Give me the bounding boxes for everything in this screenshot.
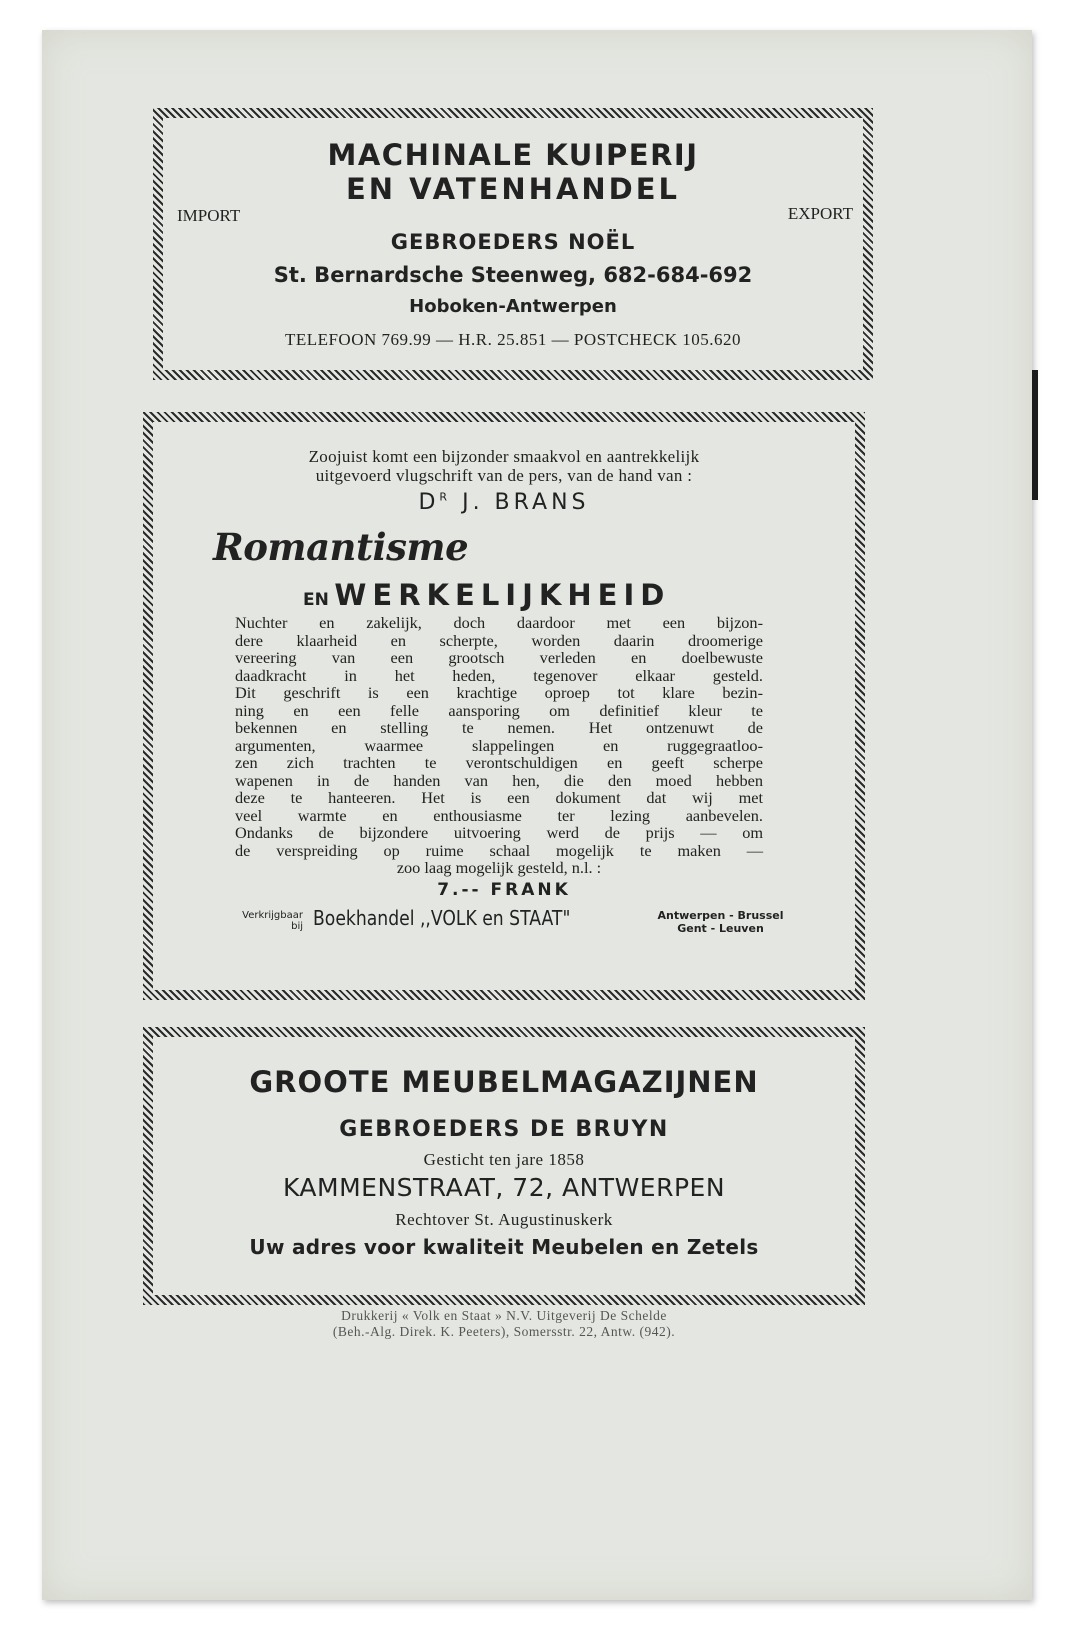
ad2-body-line: veel warmte en enthousiasme ter lezing aanbevelen. — [235, 805, 763, 825]
ad2-availability — [213, 910, 303, 932]
printer-line2: (Beh.-Alg. Direk. K. Peeters), Somersstr. 22, Antw. (942). — [332, 1324, 676, 1339]
ad2-body-line: wapenen in de handen van hen, die den moed hebben — [235, 770, 763, 790]
ad1-title-line1: MACHINALE KUIPERIJ — [327, 138, 699, 172]
ad2-title-script: Romantisme — [213, 525, 469, 569]
ad2-title-main — [303, 578, 670, 612]
ad2-author — [153, 490, 855, 515]
advert-brans-book — [143, 412, 865, 1000]
ad2-intro-line1: Zoojuist komt een bijzonder smaakvol en aantrekkelijk — [308, 447, 700, 466]
ad2-price: 7.-- FRANK — [437, 880, 571, 900]
ad3-address: KAMMENSTRAAT, 72, ANTWERPEN — [282, 1173, 726, 1202]
ad2-shop: Boekhandel ,,VOLK en STAAT" — [313, 906, 571, 930]
printer-line1: Drukkerij « Volk en Staat » N.V. Uitgeverij De Schelde — [341, 1308, 667, 1323]
ad2-body-line: zen zich trachten te verontschuldigen en geeft scherpe — [235, 753, 763, 772]
ad2-body-line: daadkracht in het heden, tegenover elkaar gesteld. — [235, 665, 763, 685]
ad2-body-line: argumenten, waarmee slappelingen en ruggegraatloo- — [235, 735, 763, 755]
ad1-export-label: EXPORT — [787, 204, 853, 223]
ad1-contact: TELEFOON 769.99 — H.R. 25.851 — POSTCHECK 105.620 — [284, 330, 742, 349]
ad2-avail-line1: Verkrijgbaar — [242, 910, 303, 921]
ad2-author-name: J. BRANS — [462, 490, 590, 515]
ad2-title-en: EN — [303, 590, 329, 610]
ad1-address: St. Bernardsche Steenweg, 682-684-692 — [273, 263, 753, 287]
ad2-title-werkelijkheid: WERKELIJKHEID — [334, 578, 671, 612]
ad2-body-line: Dit geschrift is een krachtige oproep tot klare bezin- — [235, 683, 763, 702]
ad3-founded: Gesticht ten jare 1858 — [423, 1150, 585, 1169]
ad3-company: GEBROEDERS DE BRUYN — [339, 1117, 669, 1142]
ad3-slogan: Uw adres voor kwaliteit Meubelen en Zetels — [249, 1235, 759, 1259]
ad2-body-line: deze te hanteeren. Het is een dokument dat wij met — [235, 788, 763, 807]
advert-kuiperij — [153, 108, 873, 380]
ad1-company: GEBROEDERS NOËL — [390, 230, 636, 254]
ad2-body-line: dere klaarheid en scherpte, worden daarin droomerige — [235, 630, 763, 650]
ad2-body-line: zoo laag mogelijk gesteld, n.l. : — [396, 858, 602, 877]
advert-meubelmagazijnen — [143, 1027, 865, 1305]
binding-edge — [1032, 370, 1038, 500]
ad2-cities-line1: Antwerpen - Brussel — [657, 909, 784, 922]
ad2-body-line: Nuchter en zakelijk, doch daardoor met een bijzon- — [235, 613, 763, 632]
ad2-body-line: de verspreiding op ruime schaal mogelijk te maken — — [235, 840, 763, 860]
ad2-cities-line2: Gent - Leuven — [677, 922, 764, 935]
ad2-body-line: bekennen en stelling te nemen. Het ontzenuwt de — [235, 718, 763, 737]
ad2-cities — [638, 909, 803, 935]
ad1-city: Hoboken-Antwerpen — [409, 296, 617, 317]
ad2-author-sup: R — [439, 490, 452, 504]
ad3-title: GROOTE MEUBELMAGAZIJNEN — [249, 1065, 759, 1099]
ad2-author-prefix: D — [418, 490, 440, 515]
ad1-title-line2: EN VATENHANDEL — [345, 172, 681, 206]
ad2-avail-line2: bij — [291, 921, 303, 932]
ad2-body-line: ning en een felle aansporing om definitief kleur te — [235, 700, 763, 720]
ad2-body-line: Ondanks de bijzondere uitvoering werd de prijs — om — [235, 823, 763, 842]
ad1-import-label: IMPORT — [177, 206, 241, 225]
ad3-landmark: Rechtover St. Augustinuskerk — [395, 1210, 613, 1229]
ad2-body-text — [235, 614, 763, 877]
ad2-intro-line2: uitgevoerd vlugschrift van de pers, van de hand van : — [315, 466, 693, 485]
ad2-body-line: vereering van een grootsch verleden en doelbewuste — [235, 648, 763, 667]
